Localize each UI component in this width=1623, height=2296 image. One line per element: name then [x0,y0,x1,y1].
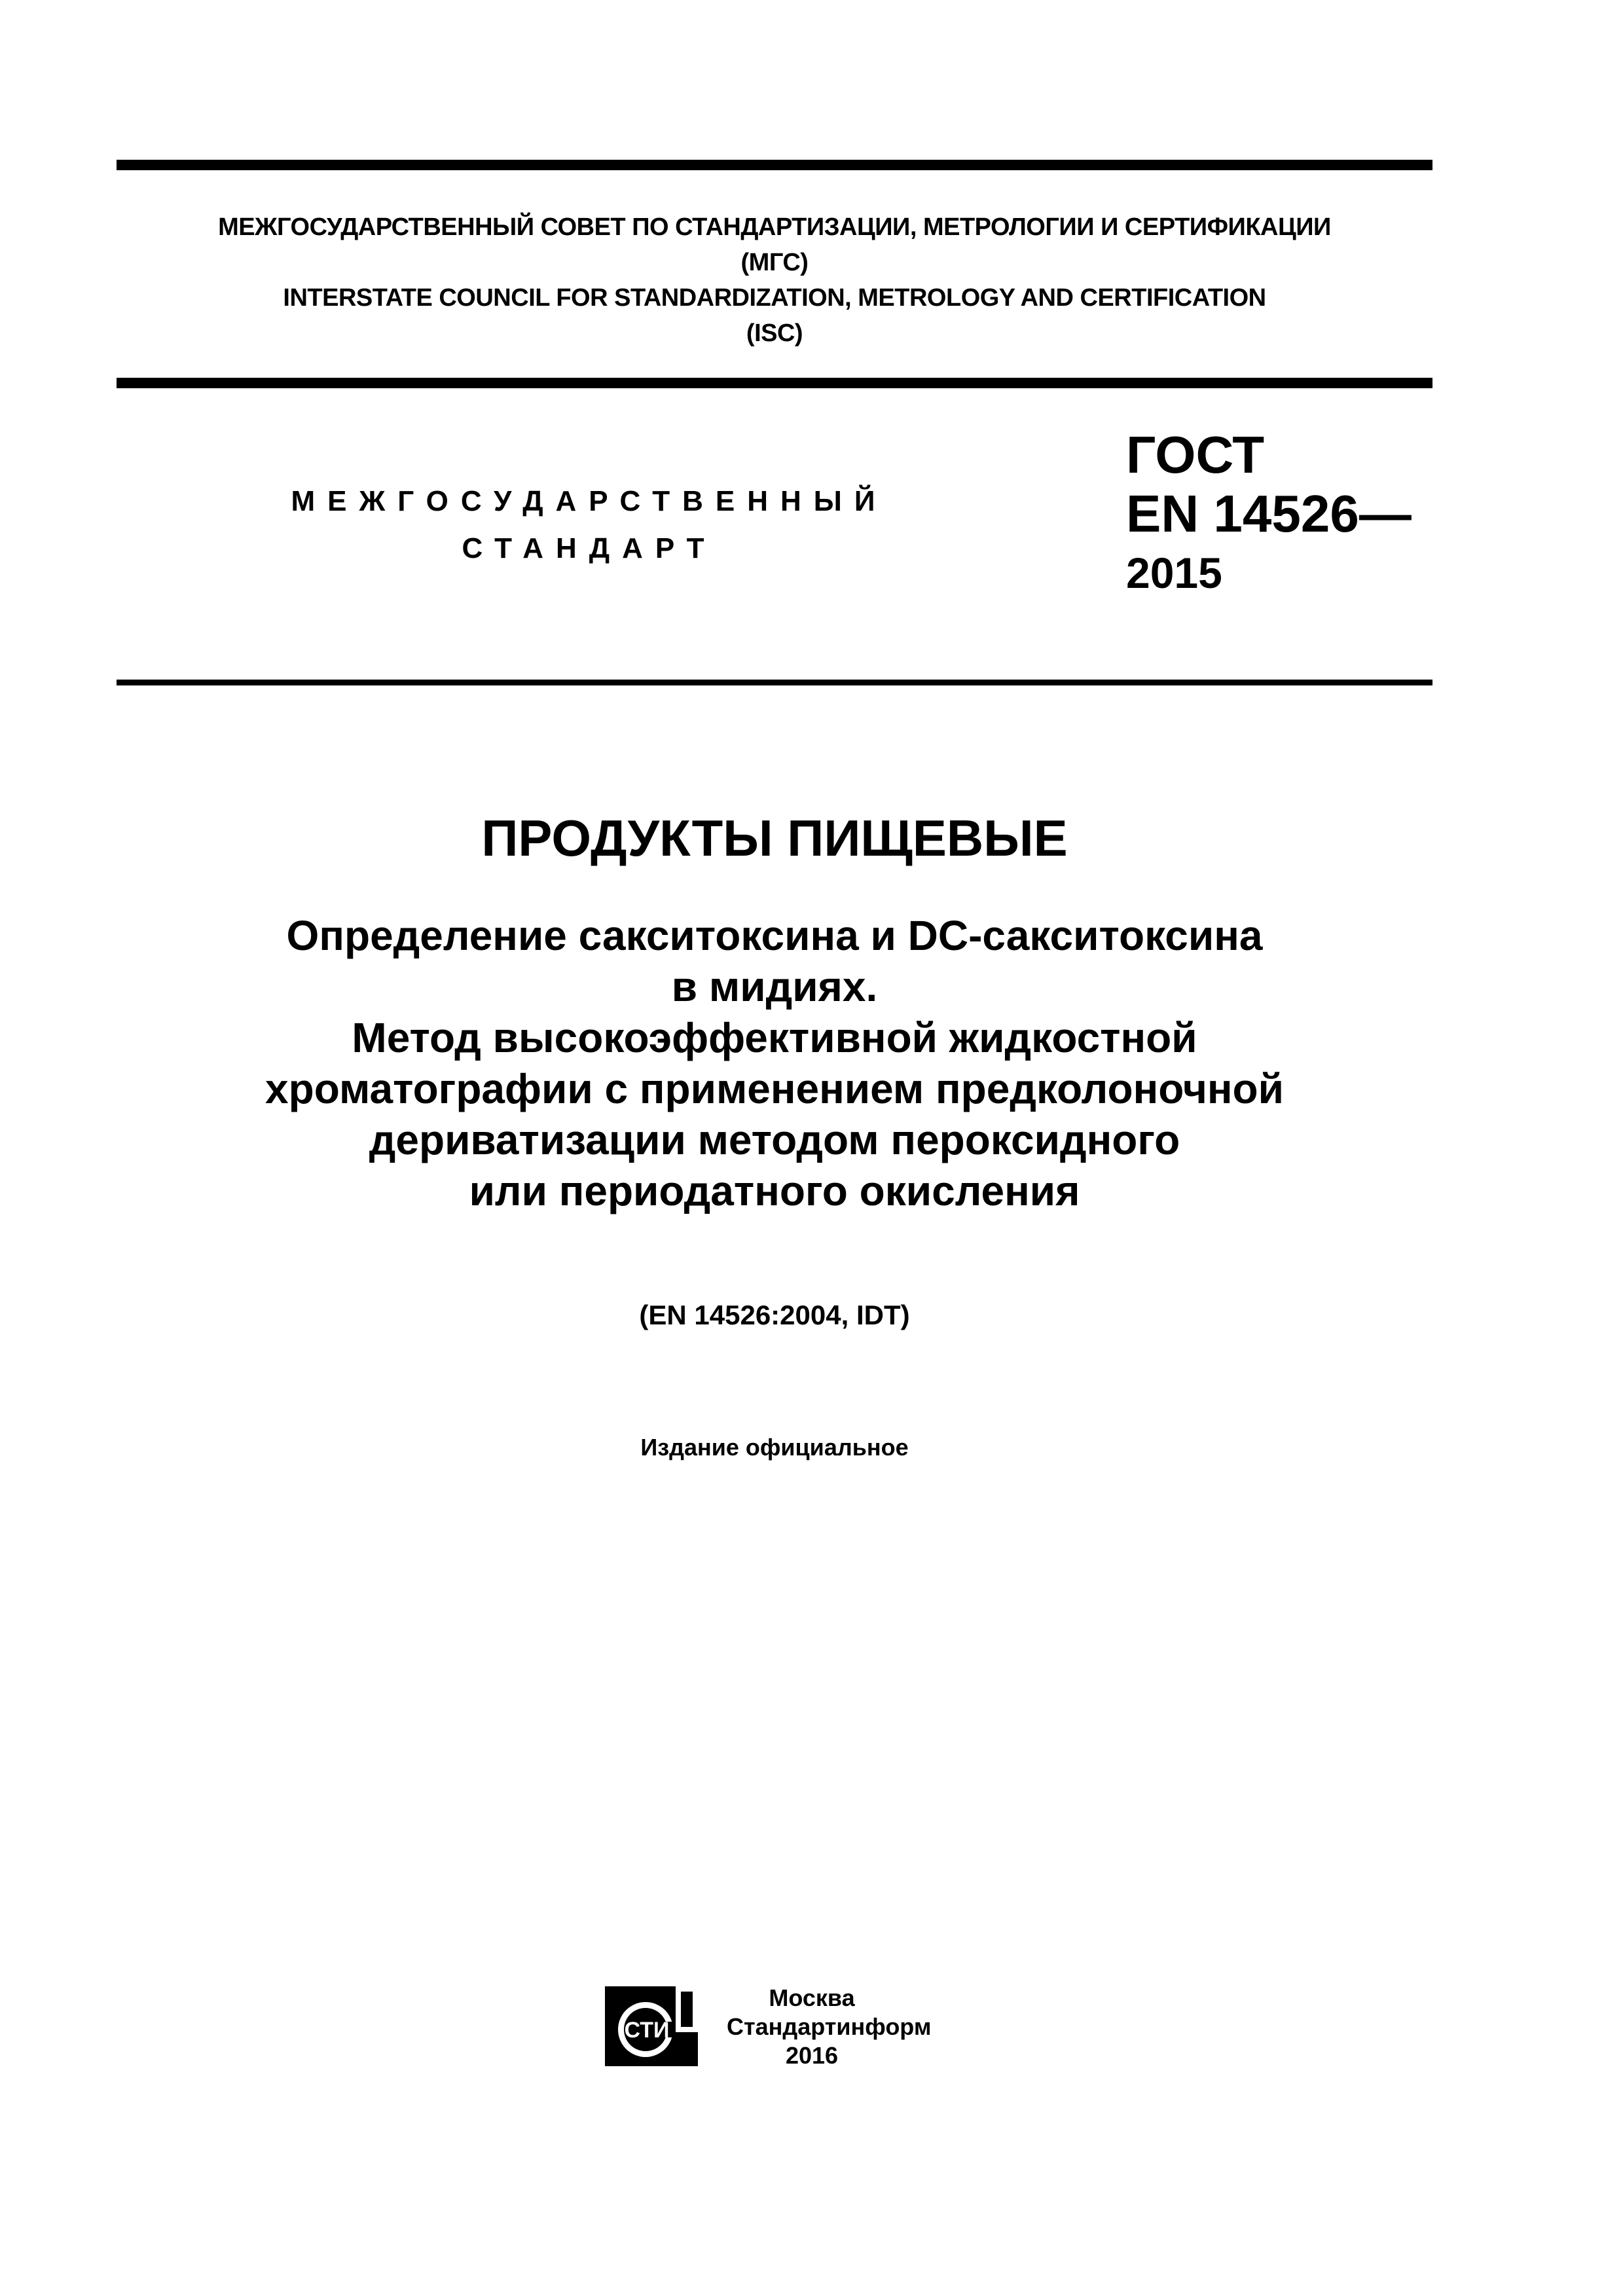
document-title: ПРОДУКТЫ ПИЩЕВЫЕ [481,809,1068,867]
standard-type-line2: СТАНДАРТ [462,532,717,564]
standard-type-label [249,478,930,572]
publisher-logo-icon [602,1984,701,2069]
subtitle-line: в мидиях. [671,963,878,1010]
document-subtitle [117,910,1432,1216]
standard-designation [1126,426,1412,602]
council-name-ru: МЕЖГОСУДАРСТВЕННЫЙ СОВЕТ ПО СТАНДАРТИЗАЦИИ, МЕТРОЛОГИИ И СЕРТИФИКАЦИИ [218,213,1331,241]
council-name-en: INTERSTATE COUNCIL FOR STANDARDIZATION, METROLOGY AND CERTIFICATION [283,284,1266,312]
header-rule [117,378,1432,388]
publisher-city: Москва [769,1984,855,2011]
publisher-logo-text: СТИ [624,2018,670,2043]
subtitle-line: хроматографии с применением предколоночной [265,1065,1284,1112]
subtitle-line: Метод высокоэффективной жидкостной [352,1014,1197,1061]
top-rule [117,160,1432,170]
standard-type-line1: МЕЖГОСУДАРСТВЕННЫЙ [291,485,888,517]
designation-rule [117,680,1432,685]
publisher-name: Стандартинформ [727,2013,932,2040]
designation-year: 2015 [1126,549,1222,597]
designation-number: EN 14526— [1126,484,1412,543]
subtitle-line: или периодатного окисления [469,1167,1080,1214]
council-header [117,210,1432,351]
council-abbr-ru: (МГС) [740,249,809,276]
edition-note: Издание официальное [640,1434,909,1461]
source-reference: (EN 14526:2004, IDT) [639,1300,910,1330]
subtitle-line: дериватизации методом пероксидного [369,1116,1180,1163]
council-abbr-en: (ISC) [746,319,803,347]
publisher-imprint [727,1984,932,2070]
subtitle-line: Определение сакситоксина и DC-сакситоксина [286,912,1263,959]
publisher-year: 2016 [785,2042,839,2069]
designation-prefix: ГОСТ [1126,426,1265,484]
